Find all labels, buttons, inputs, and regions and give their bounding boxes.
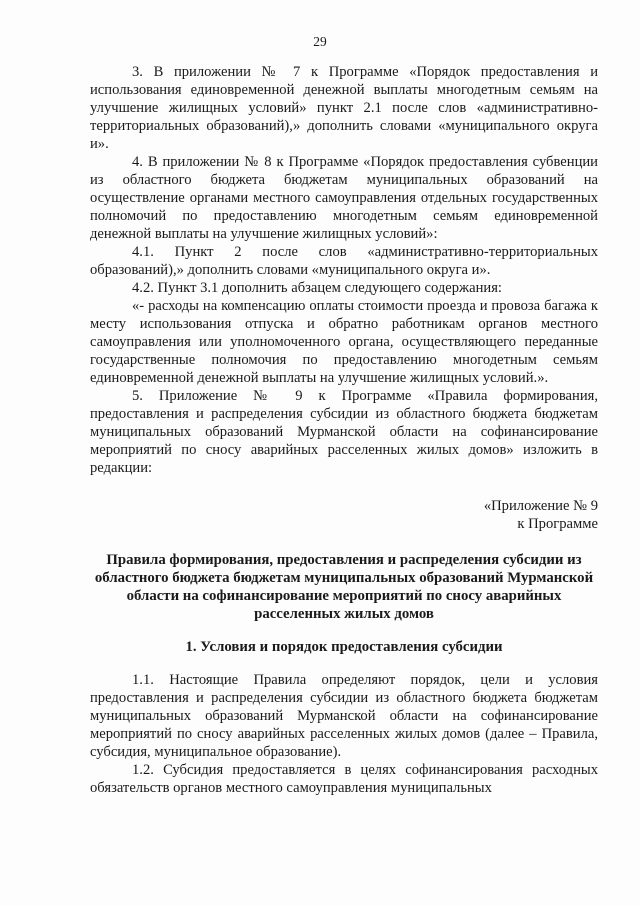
- paragraph-item-4-1: 4.1. Пункт 2 после слов «административно-территориальных образований),» дополнить словами «муниципального округа и».: [90, 244, 598, 278]
- paragraph-item-5: 5. Приложение № 9 к Программе «Правила формирования, предоставления и распределения субсидии из областного бюджета бюджетам муниципальных образований Мурманской области на софинансирование мероприятий по сносу аварийных расселенных жилых домов» изложить в редакции:: [90, 388, 598, 476]
- annex-reference: [484, 497, 598, 533]
- annex-line-2: к Программе: [517, 516, 598, 532]
- paragraph-item-4: 4. В приложении № 8 к Программе «Порядок предоставления субвенции из областного бюджета бюджетам муниципальных образований на осуществление органами местного самоуправления отдельных государственных полномочий по предоставлению многодетным семьям единовременной денежной выплаты на улучшение жилищных условий»:: [90, 154, 598, 242]
- paragraph-1-2: 1.2. Субсидия предоставляется в целях софинансирования расходных обязательств органов местного самоуправления муниципальных: [90, 762, 598, 796]
- paragraph-1-1: 1.1. Настоящие Правила определяют порядок, цели и условия предоставления и распределения субсидии из областного бюджета бюджетам муниципальных образований Мурманской области на софинансирование мероприятий по сносу аварийных расселенных жилых домов (далее – Правила, субсидия, муниципальное образование).: [90, 672, 598, 760]
- rules-title: Правила формирования, предоставления и распределения субсидии из областного бюджета бюджетам муниципальных образований Мурманской области на софинансирование мероприятий по сносу аварийных расселенных жилых домов: [94, 552, 594, 622]
- section-heading: 1. Условия и порядок предоставления субсидии: [185, 639, 503, 655]
- paragraph-item-4-2: 4.2. Пункт 3.1 дополнить абзацем следующего содержания:: [132, 280, 502, 296]
- annex-line-1: «Приложение № 9: [483, 498, 598, 514]
- section-body: [90, 671, 598, 797]
- paragraph-quote-expenses: «- расходы на компенсацию оплаты стоимости проезда и провоза багажа к месту использования отпуска и обратно работникам органов местного самоуправления или уполномоченного органа, осуществляющего переданные государственные полномочия по предоставлению многодетным семьям единовременной денежной выплаты на улучшение жилищных условий.».: [90, 298, 598, 386]
- amendments-body: [90, 63, 598, 477]
- paragraph-item-3: 3. В приложении № 7 к Программе «Порядок предоставления и использования единовременной денежной выплаты многодетным семьям на улучшение жилищных условий» пункт 2.1 после слов «административно-территориальных образований),» дополнить словами «муниципального округа и».: [90, 64, 598, 152]
- page-number: 29: [313, 34, 327, 49]
